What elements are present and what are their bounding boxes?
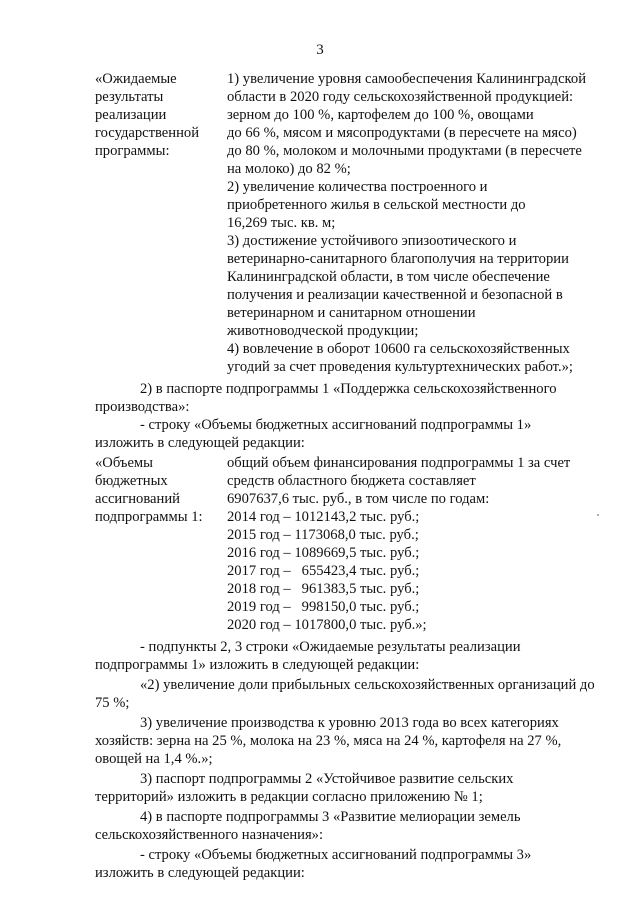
funding-intro-line: средств областного бюджета составляет [227,473,476,489]
item2-line: приобретенного жилья в сельской местности до [227,197,526,213]
item1-line: до 66 %, мясом и мясопродуктами (в пересчете на мясо) [227,125,577,141]
funding-year-line: 2017 год – 655423,4 тыс. руб.; [227,563,420,579]
item1-line: зерном до 100 %, картофелем до 100 %, овощами [227,107,534,123]
item3-line: животноводческой продукции; [227,323,419,339]
item3-line: 3) достижение устойчивого эпизоотического и [227,233,517,249]
paragraph-line: хозяйств: зерна на 25 %, молока на 23 %, мяса на 24 %, картофеля на 27 %, [95,733,562,749]
scan-speck [597,514,599,516]
paragraph-line: территорий» изложить в редакции согласно приложению № 1; [95,789,483,805]
item3-line: ветеринарно-санитарного благополучия на территории [227,251,569,267]
paragraph-line: 3) паспорт подпрограммы 2 «Устойчивое развитие сельских [140,771,514,787]
paragraph-line: подпрограммы 1» изложить в следующей редакции: [95,657,420,673]
section1-label-line: государственной [95,125,200,141]
paragraph-line: 4) в паспорте подпрограммы 3 «Развитие мелиорации земель [140,809,521,825]
paragraph-line: «2) увеличение доли прибыльных сельскохозяйственных организаций до [140,677,595,693]
funding-year-line: 2020 год – 1017800,0 тыс. руб.»; [227,617,427,633]
paragraph-line: 75 %; [95,695,130,711]
paragraph-line: - строку «Объемы бюджетных ассигнований подпрограммы 3» [140,847,532,863]
item1-line: до 80 %, молоком и молочными продуктами (в пересчете [227,143,582,159]
item1-line: на молоко) до 82 %; [227,161,351,177]
funding-intro-line: 6907637,6 тыс. руб., в том числе по годам: [227,491,490,507]
section1-label-line: результаты [95,89,164,105]
paragraph-line: изложить в следующей редакции: [95,435,305,451]
item1-line: 1) увеличение уровня самообеспечения Калининградской [227,71,587,87]
paragraph-line: 2) в паспорте подпрограммы 1 «Поддержка сельскохозяйственного [140,381,557,397]
section1-label-line: программы: [95,143,170,159]
item3-line: Калининградской области, в том числе обеспечение [227,269,550,285]
funding-intro-line: общий объем финансирования подпрограммы 1 за счет [227,455,571,471]
funding-year-line: 2015 год – 1173068,0 тыс. руб.; [227,527,419,543]
paragraph-line: овощей на 1,4 %.»; [95,751,213,767]
section2-label-line: бюджетных [95,473,168,489]
item4-line: 4) вовлечение в оборот 10600 га сельскохозяйственных [227,341,570,357]
section2-label-line: «Объемы [95,455,153,471]
page-number: 3 [316,42,324,58]
funding-year-line: 2019 год – 998150,0 тыс. руб.; [227,599,420,615]
item3-line: получения и реализации качественной и безопасной в [227,287,563,303]
funding-year-line: 2018 год – 961383,5 тыс. руб.; [227,581,420,597]
paragraph-line: сельскохозяйственного назначения»: [95,827,324,843]
section2-label-line: ассигнований [95,491,180,507]
section2-label-line: подпрограммы 1: [95,509,203,525]
item2-line: 2) увеличение количества построенного и [227,179,488,195]
paragraph-line: изложить в следующей редакции: [95,865,305,881]
item1-line: области в 2020 году сельскохозяйственной продукцией: [227,89,574,105]
section1-label-line: «Ожидаемые [95,71,177,87]
paragraph-line: 3) увеличение производства к уровню 2013 года во всех категориях [140,715,559,731]
item3-line: ветеринарном и санитарном отношении [227,305,476,321]
paragraph-line: - подпункты 2, 3 строки «Ожидаемые результаты реализации [140,639,521,655]
paragraph-line: производства»: [95,399,190,415]
paragraph-line: - строку «Объемы бюджетных ассигнований подпрограммы 1» [140,417,532,433]
funding-year-line: 2016 год – 1089669,5 тыс. руб.; [227,545,420,561]
funding-year-line: 2014 год – 1012143,2 тыс. руб.; [227,509,420,525]
section1-label-line: реализации [95,107,167,123]
item4-line: угодий за счет проведения культуртехнических работ.»; [227,359,573,375]
item2-line: 16,269 тыс. кв. м; [227,215,336,231]
